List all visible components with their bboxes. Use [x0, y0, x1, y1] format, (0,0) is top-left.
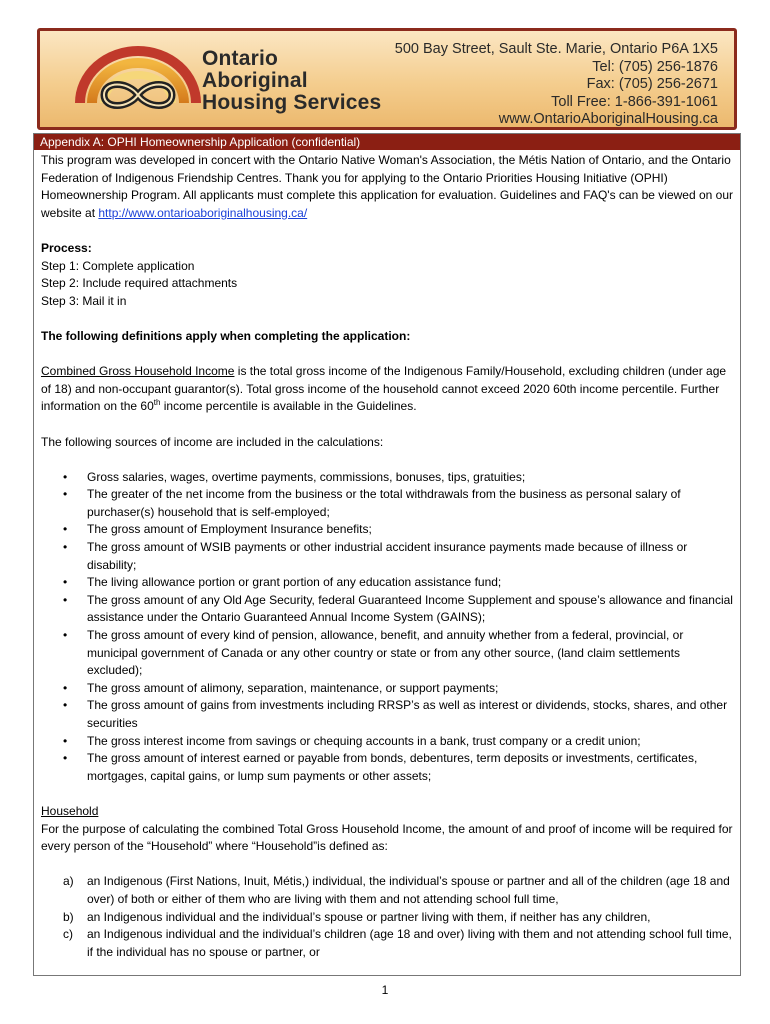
section-title: Appendix A: OPHI Homeownership Application (confidential) [34, 134, 740, 150]
income-sources-list [41, 469, 734, 786]
list-item: • The gross amount of Employment Insurance benefits; [41, 521, 734, 539]
definition-text-end: income percentile is available in the Guidelines. [160, 399, 417, 414]
list-item [41, 926, 734, 961]
list-item: • The living allowance portion or grant portion of any education assistance fund; [41, 574, 734, 592]
list-item-text: an Indigenous individual and the individual’s spouse or partner living with them, if neither has any children, [87, 909, 651, 924]
list-item [41, 909, 734, 927]
intro-paragraph [41, 152, 734, 222]
address: 500 Bay Street, Sault Ste. Marie, Ontario P6A 1X5 [394, 41, 718, 57]
telephone: Tel: (705) 256-1876 [592, 58, 718, 75]
list-item: • The gross amount of alimony, separation, maintenance, or support payments; [41, 680, 734, 698]
list-item: • The greater of the net income from the business or the total withdrawals from the business as personal salary of purchaser(s) household that is self-employed; [41, 486, 734, 521]
list-item: • The gross interest income from savings or chequing accounts in a bank, trust company or a credit union; [41, 733, 734, 751]
process-step: Step 3: Mail it in [41, 293, 127, 308]
definition-text: is the total gross income of the Indigenous Family/Household, excluding children (under age of 18) and non-occupant guarantor(s). Total gross income of the household cannot exceed 2020 60th income percentile. Further information on the 60 [41, 364, 727, 414]
org-name-line: Housing Services [202, 91, 382, 114]
household-definition-list [41, 873, 734, 961]
process-step: Step 2: Include required attachments [41, 276, 238, 291]
org-name-line: Ontario [202, 47, 279, 70]
combined-income-definition [41, 363, 734, 416]
process-step: Step 1: Complete application [41, 258, 195, 273]
organization-name [202, 48, 381, 114]
sources-intro: The following sources of income are included in the calculations: [41, 434, 384, 449]
list-marker: a) [63, 874, 74, 889]
household-title: Household [41, 803, 99, 818]
website-link[interactable]: http://www.ontarioaboriginalhousing.ca/ [98, 205, 308, 220]
fax: Fax: (705) 256-2671 [586, 76, 718, 92]
definition-term: Combined Gross Household Income [41, 364, 235, 379]
list-item: • The gross amount of any Old Age Security, federal Guaranteed Income Supplement and spouse’s allowance and financial assistance under the Ontario Guaranteed Annual Income System (GAINS); [41, 592, 734, 627]
contact-block [395, 41, 718, 129]
page-number: 1 [381, 983, 389, 997]
list-item: • The gross amount of gains from investments including RRSP’s as well as interest or dividends, stocks, shares, and other securities [41, 697, 734, 732]
list-item: • The gross amount of interest earned or payable from bonds, debentures, term deposits or investments, certificates, mortgages, capital gains, or lump sum payments or other assets; [41, 750, 734, 785]
definitions-heading: The following definitions apply when completing the application: [41, 328, 411, 343]
application-section [33, 133, 741, 976]
list-item: • The gross amount of every kind of pension, allowance, benefit, and annuity whether from a federal, provincial, or municipal government of Canada or any other country or state or from any other source, (land claim settlements excluded); [41, 627, 734, 680]
list-marker: c) [63, 927, 73, 942]
letterhead-banner [37, 28, 737, 130]
org-name-line: Aboriginal [202, 69, 308, 92]
list-item-text: an Indigenous (First Nations, Inuit, Métis,) individual, the individual’s spouse or partner and all of the children (age 18 and over) of both or either of them who are living with them and not attending school full time, [87, 874, 730, 906]
superscript: th [153, 398, 161, 408]
list-item: • Gross salaries, wages, overtime payments, commissions, bonuses, tips, gratuities; [41, 469, 734, 487]
list-marker: b) [63, 909, 74, 924]
website: www.OntarioAboriginalHousing.ca [498, 111, 718, 127]
toll-free: Toll Free: 1-866-391-1061 [551, 93, 718, 110]
process-title: Process: [41, 240, 92, 255]
household-text: For the purpose of calculating the combined Total Gross Household Income, the amount of and proof of income will be required for every person of the “Household” where “Household”is defined as: [41, 821, 733, 854]
list-item: • The gross amount of WSIB payments or other industrial accident insurance payments made because of illness or disability; [41, 539, 734, 574]
list-item-text: an Indigenous individual and the individual’s children (age 18 and over) living with them and not attending school full time, if the individual has no spouse or partner, or [87, 927, 732, 959]
section-body [34, 150, 740, 961]
intro-text: This program was developed in concert with the Ontario Native Woman's Association, the Métis Nation of Ontario, and the Ontario Federation of Indigenous Friendship Centres. Thank you for applying to the Ontario Priorities Housing Initiative (OPHI) Homeownership Program. All applicants must complete this application for evaluation. Guidelines and FAQ's can be viewed on our website at [41, 153, 733, 220]
list-item [41, 873, 734, 908]
